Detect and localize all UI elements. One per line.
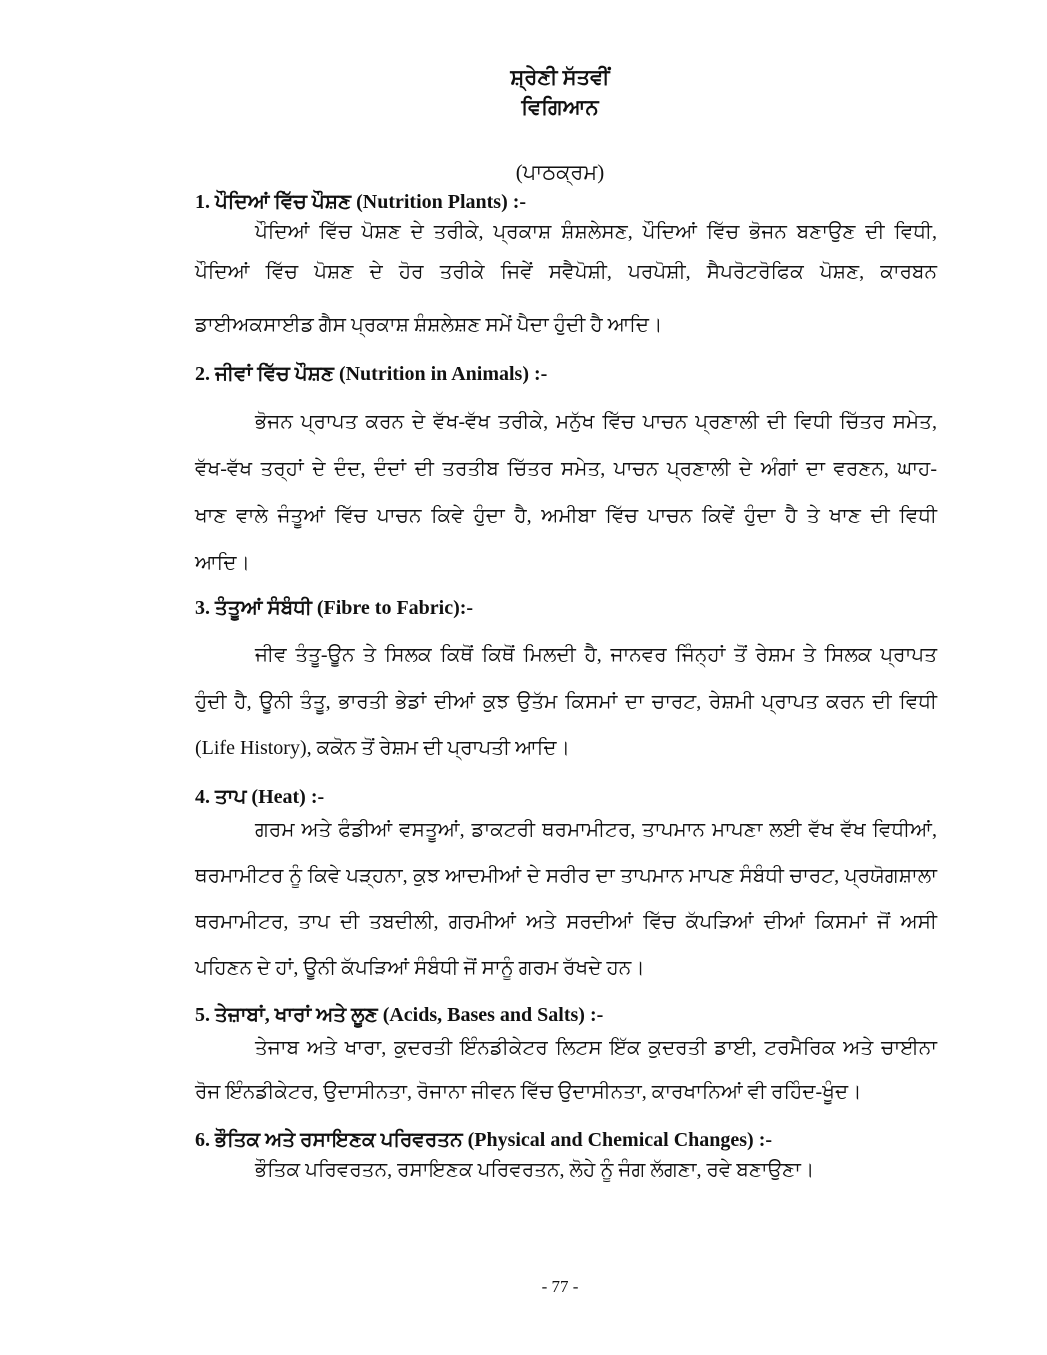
section-title-punjabi: ਭੌਤਿਕ ਅਤੇ ਰਸਾਇਣਕ ਪਰਿਵਰਤਨ: [215, 1129, 463, 1151]
section-5-line: ਰੋਜ ਇੰਨਡੀਕੇਟਰ, ਉਦਾਸੀਨਤਾ, ਰੋਜਾਨਾ ਜੀਵਨ ਵਿੱਚ ਉਦਾਸੀਨਤਾ, ਕਾਰਖਾਨਿਆਂ ਵੀ ਰਹਿੰਦ-ਖੂੰਦ।: [195, 1081, 862, 1103]
section-title-punjabi: ਜੀਵਾਂ ਵਿੱਚ ਪੌਸ਼ਣ: [215, 363, 334, 385]
section-5-line: ਤੇਜਾਬ ਅਤੇ ਖਾਰਾ, ਕੁਦਰਤੀ ਇੰਨਡੀਕੇਟਰ ਲਿਟਸ ਇੱਕ ਕੁਦਰਤੀ ਡਾਈ, ਟਰਮੈਰਿਕ ਅਤੇ ਚਾਈਨਾ: [255, 1037, 937, 1059]
section-heading-3: [195, 595, 473, 621]
section-2-line: ਵੱਖ-ਵੱਖ ਤਰ੍ਹਾਂ ਦੇ ਦੰਦ, ਦੰਦਾਂ ਦੀ ਤਰਤੀਬ ਚਿੱਤਰ ਸਮੇਤ, ਪਾਚਨ ਪ੍ਰਣਾਲੀ ਦੇ ਅੰਗਾਂ ਦਾ ਵਰਣਨ, ਘਾਹ-: [195, 458, 937, 480]
section-2-line: ਆਦਿ।: [195, 552, 250, 574]
page-number: - 77 -: [541, 1277, 579, 1296]
section-number: 2.: [195, 363, 210, 385]
syllabus-label: (ਪਾਠਕ੍ਰਮ): [515, 160, 605, 184]
section-title-punjabi: ਤੰਤੂਆਂ ਸੰਬੰਧੀ: [215, 597, 312, 619]
section-title-punjabi: ਪੌਦਿਆਂ ਵਿੱਚ ਪੌਸ਼ਣ: [215, 191, 352, 213]
section-title-english: (Acids, Bases and Salts) :-: [382, 1004, 604, 1026]
section-title-english: (Physical and Chemical Changes) :-: [467, 1129, 773, 1151]
section-3-line: (Life History), ਕਕੋਨ ਤੋਂ ਰੇਸ਼ਮ ਦੀ ਪ੍ਰਾਪਤੀ ਆਦਿ।: [195, 737, 571, 759]
section-number: 1.: [195, 191, 210, 213]
section-title-english: (Fibre to Fabric):-: [316, 597, 474, 619]
section-4-line: ਗਰਮ ਅਤੇ ਫੰਡੀਆਂ ਵਸਤੂਆਂ, ਡਾਕਟਰੀ ਥਰਮਾਮੀਟਰ, ਤਾਪਮਾਨ ਮਾਪਣਾ ਲਈ ਵੱਖ ਵੱਖ ਵਿਧੀਆਂ,: [255, 819, 937, 841]
section-4-line: ਥਰਮਾਮੀਟਰ ਨੂੰ ਕਿਵੇ ਪੜ੍ਹਨਾ, ਕੁਝ ਆਦਮੀਆਂ ਦੇ ਸਰੀਰ ਦਾ ਤਾਪਮਾਨ ਮਾਪਣ ਸੰਬੰਧੀ ਚਾਰਟ, ਪ੍ਰਯੋਗਸ਼ਾਲਾ: [195, 865, 937, 887]
section-number: 5.: [195, 1004, 210, 1026]
section-2-line: ਖਾਣ ਵਾਲੇ ਜੰਤੂਆਂ ਵਿੱਚ ਪਾਚਨ ਕਿਵੇ ਹੁੰਦਾ ਹੈ, ਅਮੀਬਾ ਵਿੱਚ ਪਾਚਨ ਕਿਵੇਂ ਹੁੰਦਾ ਹੈ ਤੇ ਖਾਣ ਦੀ ਵਿਧੀ: [195, 505, 937, 527]
section-heading-6: [195, 1127, 772, 1153]
section-title-english: (Nutrition Plants) :-: [356, 191, 527, 213]
section-title-english: (Nutrition in Animals) :-: [338, 363, 548, 385]
section-1-line: ਡਾਈਅਕਸਾਈਡ ਗੈਸ ਪ੍ਰਕਾਸ਼ ਸ਼ੰਸ਼ਲੇਸ਼ਣ ਸਮੇਂ ਪੈਦਾ ਹੁੰਦੀ ਹੈ ਆਦਿ।: [195, 314, 663, 336]
section-4-line: ਪਹਿਣਨ ਦੇ ਹਾਂ, ਊਨੀ ਕੱਪੜਿਆਂ ਸੰਬੰਧੀ ਜੋਂ ਸਾਨੂੰ ਗਰਮ ਰੱਖਦੇ ਹਨ।: [195, 957, 645, 979]
section-title-punjabi: ਤੇਜ਼ਾਬਾਂ, ਖਾਰਾਂ ਅਤੇ ਲੂਣ: [215, 1004, 378, 1026]
section-heading-2: [195, 361, 547, 387]
section-heading-5: [195, 1002, 603, 1028]
section-2-line: ਭੋਜਨ ਪ੍ਰਾਪਤ ਕਰਨ ਦੇ ਵੱਖ-ਵੱਖ ਤਰੀਕੇ, ਮਨੁੱਖ ਵਿੱਚ ਪਾਚਨ ਪ੍ਰਣਾਲੀ ਦੀ ਵਿਧੀ ਚਿੱਤਰ ਸਮੇਤ,: [255, 411, 937, 433]
section-3-line: ਜੀਵ ਤੰਤੂ-ਊਨ ਤੇ ਸਿਲਕ ਕਿਥੋਂ ਕਿਥੋਂ ਮਿਲਦੀ ਹੈ, ਜਾਨਵਰ ਜਿੰਨ੍ਹਾਂ ਤੋਂ ਰੇਸ਼ਮ ਤੇ ਸਿਲਕ ਪ੍ਰਾਪਤ: [255, 644, 937, 666]
class-title: ਸ਼੍ਰੇਣੀ ਸੱਤਵੀਂ: [510, 65, 610, 89]
section-number: 3.: [195, 597, 210, 619]
section-6-line: ਭੌਤਿਕ ਪਰਿਵਰਤਨ, ਰਸਾਇਣਕ ਪਰਿਵਰਤਨ, ਲੋਹੇ ਨੂੰ ਜੰਗ ਲੱਗਣਾ, ਰਵੇ ਬਣਾਉਣਾ।: [255, 1159, 815, 1181]
section-1-line: ਪੌਦਿਆਂ ਵਿੱਚ ਪੋਸ਼ਣ ਦੇ ਤਰੀਕੇ, ਪ੍ਰਕਾਸ਼ ਸ਼ੰਸ਼ਲੇਸਣ, ਪੌਦਿਆਂ ਵਿੱਚ ਭੋਜਨ ਬਣਾਉਣ ਦੀ ਵਿਧੀ,: [255, 221, 937, 243]
section-title-english: (Heat) :-: [251, 786, 325, 808]
section-4-line: ਥਰਮਾਮੀਟਰ, ਤਾਪ ਦੀ ਤਬਦੀਲੀ, ਗਰਮੀਆਂ ਅਤੇ ਸਰਦੀਆਂ ਵਿੱਚ ਕੱਪੜਿਆਂ ਦੀਆਂ ਕਿਸਮਾਂ ਜੋਂ ਅਸੀ: [195, 911, 937, 933]
section-heading-1: [195, 189, 526, 215]
subject-title: ਵਿਗਿਆਨ: [521, 95, 599, 119]
section-title-punjabi: ਤਾਪ: [215, 786, 247, 808]
section-number: 4.: [195, 786, 210, 808]
section-1-line: ਪੌਦਿਆਂ ਵਿੱਚ ਪੋਸ਼ਣ ਦੇ ਹੋਰ ਤਰੀਕੇ ਜਿਵੇਂ ਸਵੈਪੋਸ਼ੀ, ਪਰਪੋਸ਼ੀ, ਸੈਪਰੋਟਰੋਫਿਕ ਪੋਸ਼ਣ, ਕਾਰਬਨ: [195, 261, 937, 283]
section-3-line: ਹੁੰਦੀ ਹੈ, ਊਨੀ ਤੰਤੂ, ਭਾਰਤੀ ਭੇਡਾਂ ਦੀਆਂ ਕੁਝ ਉਤੱਮ ਕਿਸਮਾਂ ਦਾ ਚਾਰਟ, ਰੇਸ਼ਮੀ ਪ੍ਰਾਪਤ ਕਰਨ ਦੀ ਵਿਧੀ: [195, 691, 937, 713]
section-number: 6.: [195, 1129, 210, 1151]
section-heading-4: [195, 784, 324, 810]
